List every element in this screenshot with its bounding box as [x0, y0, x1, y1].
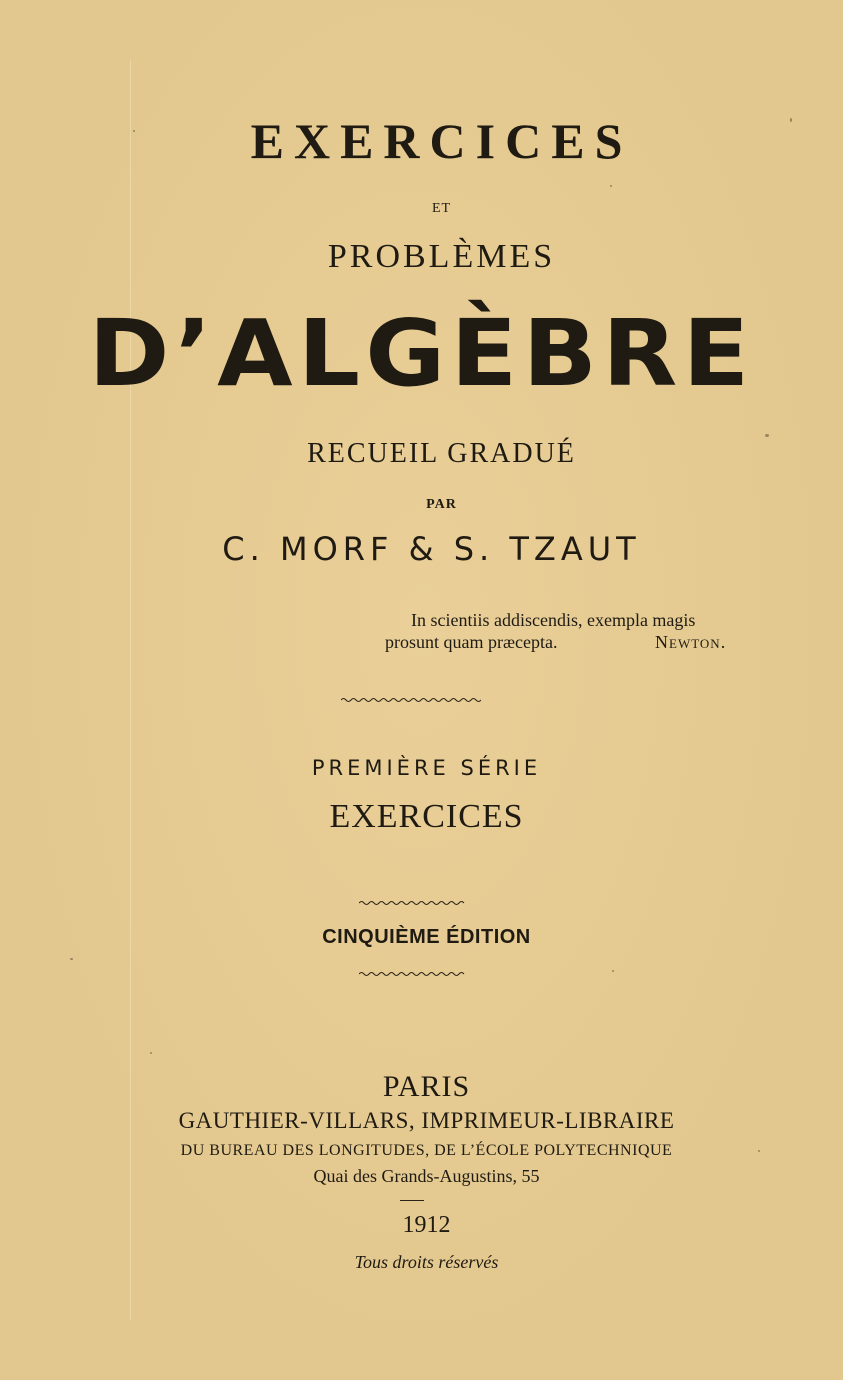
- ornamental-rule-1: [341, 697, 481, 703]
- edition: CINQUIÈME ÉDITION: [322, 926, 531, 948]
- epigraph-line-1: In scientiis addiscendis, exempla magis: [411, 610, 696, 630]
- series-label: PREMIÈRE SÉRIE: [311, 756, 542, 780]
- title-main: D’ALGÈBRE: [88, 300, 755, 407]
- paper-speck: [70, 958, 73, 960]
- paper-speck: [133, 130, 135, 132]
- publisher-address: Quai des Grands-Augustins, 55: [313, 1166, 540, 1186]
- ornamental-rule-3: [359, 971, 465, 977]
- paper-speck: [150, 1052, 152, 1054]
- separator-dash: [400, 1200, 424, 1201]
- publisher-city: PARIS: [382, 1070, 471, 1103]
- authors: C. MORF & S. TZAUT: [222, 530, 641, 568]
- rights-notice: Tous droits réservés: [354, 1252, 499, 1272]
- epigraph-attribution: Newton.: [655, 632, 727, 652]
- author-by-label: PAR: [426, 497, 457, 512]
- epigraph-line-2: prosunt quam præcepta.: [385, 632, 558, 652]
- paper-speck: [758, 1150, 760, 1152]
- paper-speck: [765, 434, 769, 437]
- paper-speck: [612, 970, 614, 972]
- subtitle: RECUEIL GRADUÉ: [307, 438, 576, 469]
- title-connector: ET: [431, 201, 452, 216]
- epigraph: [385, 609, 755, 653]
- publisher-affiliation: DU BUREAU DES LONGITUDES, DE L’ÉCOLE POLYTECHNIQUE: [180, 1142, 673, 1159]
- publication-year: 1912: [402, 1212, 451, 1238]
- ornamental-rule-2: [359, 900, 465, 906]
- publisher-name: GAUTHIER-VILLARS, IMPRIMEUR-LIBRAIRE: [178, 1108, 675, 1133]
- paper-speck: [790, 118, 792, 122]
- series-name: EXERCICES: [329, 798, 524, 835]
- paper-speck: [610, 185, 612, 187]
- title-word-exercices: EXERCICES: [250, 113, 633, 169]
- title-word-problemes: PROBLÈMES: [327, 238, 556, 275]
